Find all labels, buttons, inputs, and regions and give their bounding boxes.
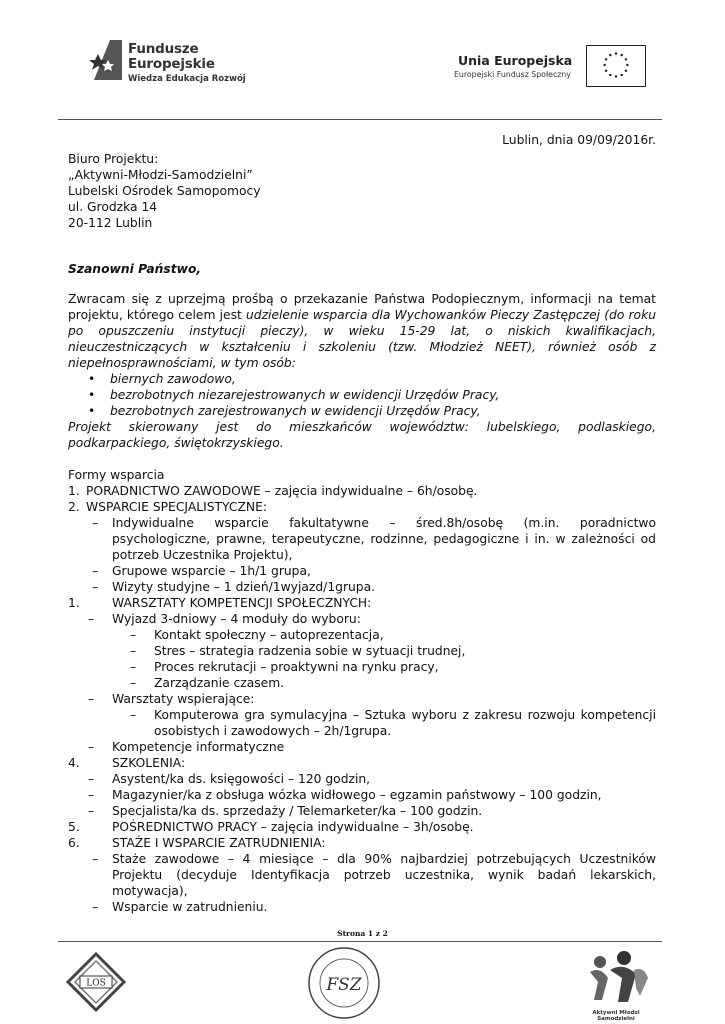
dash-marker: – [88,692,95,706]
eu-flag-icon [586,45,646,87]
sub-item-text: Specjalista/ka ds. sprzedaży / Telemarketer/ka – 100 godzin. [112,804,483,818]
aktywni-mlodzi-samodzielni-logo [580,948,652,1022]
address-line: Lubelski Ośrodek Samopomocy [68,184,261,198]
sub-item [68,787,656,803]
fundusze-europejskie-logo [88,38,248,90]
dash-marker: – [92,852,99,866]
sub-item-text: Warsztaty wspierające: [112,692,255,706]
item-text: SZKOLENIA: [112,756,186,770]
unia-europejska-logo [450,45,650,91]
sub-item [68,563,656,579]
figures-icon [580,948,652,1008]
support-item-3 [68,595,656,611]
sub-sub-item [68,659,656,675]
fe-logo-tagline: Wiedza Edukacja Rozwój [128,74,246,84]
sub-item [68,691,656,707]
sub-item [68,611,656,627]
recipient-address [68,151,656,231]
sub-item-text: Wyjazd 3-dniowy – 4 moduły do wyboru: [112,612,361,626]
item-number: 2. [68,500,80,514]
sub-sub-item [68,643,656,659]
fe-logo-line1: Fundusze [128,41,199,57]
sub-item [68,803,656,819]
sub-item-text: Indywidualne wsparcie fakultatywne – śred.8h/osobę (m.in. poradnictwo psychologiczne, prawne, terapeutyczne, rodzinne, pedagogiczne i in. w zależności od potrzeb Uczestnika Projektu), [112,516,656,562]
greeting: Szanowni Państwo, [68,262,202,276]
sub-sub-item-text: Komputerowa gra symulacyjna – Sztuka wyboru z zakresu rozwoju kompetencji osobistych i zawodowych – 2h/1grupa. [154,708,656,738]
dash-marker: – [88,772,95,786]
sub-item-text: Wsparcie w zatrudnieniu. [112,900,268,914]
sub-sub-item [68,707,656,739]
address-line: Biuro Projektu: [68,152,159,166]
fsz-seal-text: FSZ [326,975,362,995]
dash-marker: – [88,740,95,754]
sub-item [68,515,656,563]
dash-marker: – [130,628,137,642]
sub-item-text: Grupowe wsparcie – 1h/1 grupa, [112,564,311,578]
dash-marker: – [88,804,95,818]
target-group-list [68,371,656,419]
dash-marker: – [92,580,99,594]
footer-divider [58,941,662,942]
support-item-6 [68,835,656,851]
fe-star-mark-icon [88,40,122,80]
item-number: 5. [68,820,80,834]
sub-item [68,899,656,915]
item-number: 6. [68,836,80,850]
dash-marker: – [130,660,137,674]
support-item-1 [68,483,656,499]
dash-marker: – [88,788,95,802]
intro-paragraph [68,291,656,371]
page-number: Strona 1 z 2 [337,929,388,938]
page-header [0,0,725,120]
sub-sub-item-text: Kontakt społeczny – autoprezentacja, [154,628,384,642]
sub-sub-item-text: Stres – strategia radzenia sobie w sytuacji trudnej, [154,644,466,658]
dash-marker: – [130,708,137,722]
support-forms-title: Formy wsparcia [68,468,165,482]
support-item-2 [68,499,656,515]
sub-item [68,851,656,899]
support-item-5 [68,819,656,835]
dash-marker: – [92,516,99,530]
dash-marker: – [92,900,99,914]
list-item: • bezrobotnych zarejestrowanych w ewidencji Urzędów Pracy, [68,403,656,419]
item-number: 4. [68,756,80,770]
list-item: • bezrobotnych niezarejestrowanych w ewidencji Urzędów Pracy, [68,387,656,403]
sub-sub-item-text: Proces rekrutacji – proaktywni na rynku pracy, [154,660,439,674]
sub-sub-item [68,675,656,691]
header-divider [58,119,662,120]
item-text: PORADNICTWO ZAWODOWE – zajęcia indywidualne – 6h/osobę. [86,484,478,498]
ue-logo-title: Unia Europejska [458,53,573,68]
intro-italic-text: udzielenie wsparcia dla Wychowanków Pieczy Zastępczej (do roku po opuszczeniu instytucji pieczy), w wieku 15-29 lat, o niskich kwalifikacjach, nieuczestniczących w kształceniu i szkoleniu (tzw. Młodzież NEET), również osób z niepełnosprawnościami, w tym osób: [68,308,656,370]
address-line: ul. Grodzka 14 [68,200,158,214]
amsa-logo-text: Aktywni Młodzi Samodzielni [592,1010,640,1022]
sub-item-text: Magazynier/ka z obsługa wózka widłowego – egzamin państwowy – 100 godzin, [112,788,602,802]
address-line: „Aktywni-Młodzi-Samodzielni” [68,168,253,182]
list-item: • biernych zawodowo, [68,371,656,387]
sub-item [68,739,656,755]
item-number: 1. [68,484,80,498]
los-logo-icon [66,952,126,1012]
fe-logo-line2: Europejskie [128,56,215,72]
sub-item-text: Staże zawodowe – 4 miesiące – dla 90% najbardziej potrzebujących Uczestników Projektu (decyduje Identyfikacja potrzeb uczestnika, wynik badań lekarskich, motywacja), [112,852,656,898]
sub-item-text: Asystent/ka ds. księgowości – 120 godzin, [112,772,371,786]
address-line: 20-112 Lublin [68,216,153,230]
project-region-note: Projekt skierowany jest do mieszkańców województw: lubelskiego, podlaskiego, podkarpackiego, świętokrzyskiego. [68,420,656,450]
sub-item [68,771,656,787]
item-number: 1. [68,596,80,610]
dash-marker: – [130,676,137,690]
ue-logo-subtitle: Europejski Fundusz Społeczny [454,70,571,79]
sub-item-text: Wizyty studyjne – 1 dzień/1wyjazd/1grupa. [112,580,376,594]
los-logo-text: LOS [86,978,106,989]
sub-sub-item-text: Zarządzanie czasem. [154,676,285,690]
item-text: WARSZTATY KOMPETENCJI SPOŁECZNYCH: [112,596,372,610]
dash-marker: – [130,644,137,658]
dash-marker: – [88,612,95,626]
item-text: WSPARCIE SPECJALISTYCZNE: [86,500,267,514]
sub-item [68,579,656,595]
intro-plain-text: Zwracam się z uprzejmą prośbą o przekazanie Państwa Podopiecznym, informacji na temat projektu, którego celem jest [68,292,656,322]
sub-sub-item [68,627,656,643]
sub-item-text: Kompetencje informatyczne [112,740,285,754]
fsz-seal-icon [306,945,382,1021]
dash-marker: – [92,564,99,578]
support-item-4 [68,755,656,771]
item-text: STAŻE I WSPARCIE ZATRUDNIENIA: [112,836,326,850]
letter-date: Lublin, dnia 09/09/2016r. [502,133,656,147]
item-text: POŚREDNICTWO PRACY – zajęcia indywidualne – 3h/osobę. [112,820,474,834]
letter-body [68,132,656,915]
